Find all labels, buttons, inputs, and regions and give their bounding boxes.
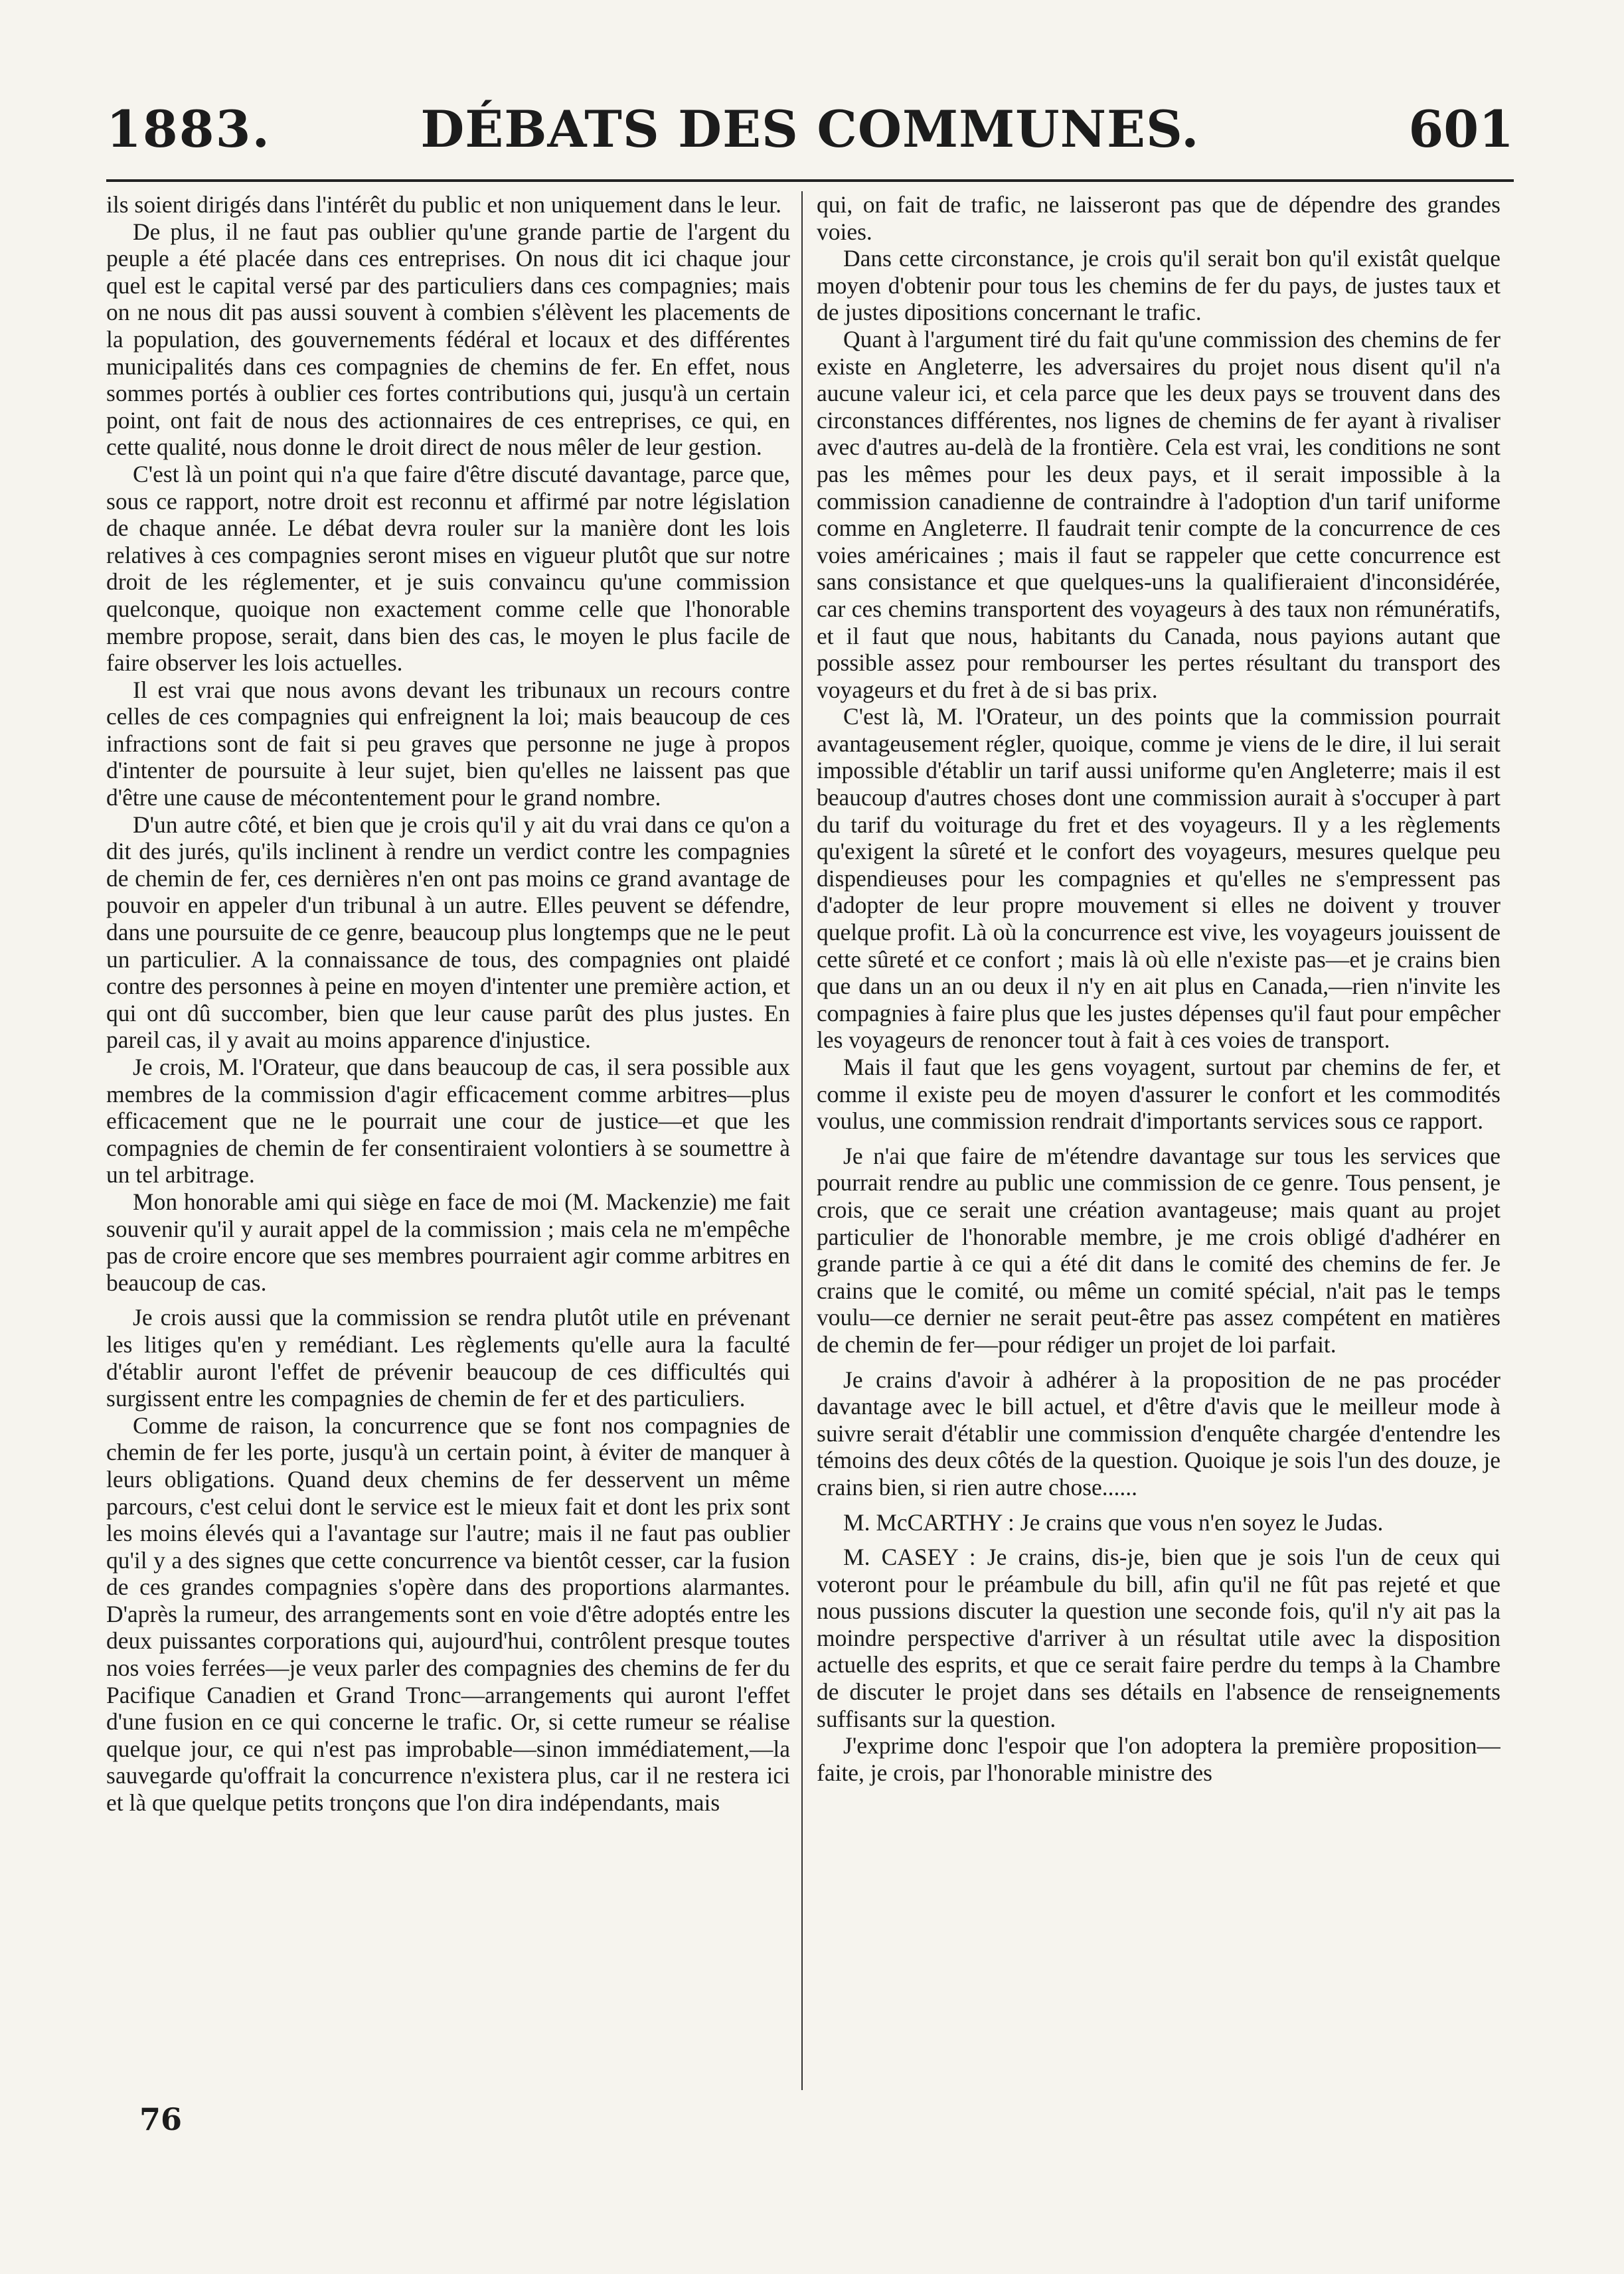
header-page-number: 601: [1408, 100, 1514, 159]
signature-mark: 76: [139, 2101, 183, 2137]
paragraph: De plus, il ne faut pas oublier qu'une grande partie de l'argent du peuple a été placée dans ces entreprises. On nous dit ici chaque jour quel est le capital versé par des particuliers dans ces compagnies; mais on ne nous dit pas aussi souvent à combien s'élèvent les placements de la population, des gouvernements fédéral et locaux et des différentes municipalités dans ces compagnies de chemins de fer. En effet, nous sommes portés à oublier ces fortes contributions qui, jusqu'à un certain point, ont fait de nous des actionnaires de ces entreprises, ce qui, en cette qualité, nous donne le droit direct de nous mêler de leur gestion.: [106, 218, 790, 461]
paragraph: Mais il faut que les gens voyagent, surtout par chemins de fer, et comme il existe peu de moyen d'assurer le confort et les commodités voulus, une commission rendrait d'importants services sous ce rapport.: [817, 1054, 1501, 1135]
column-divider: [801, 191, 803, 2090]
header-rule: [106, 179, 1514, 182]
paragraph: J'exprime donc l'espoir que l'on adoptera la première proposition—faite, je crois, par l'honorable ministre des: [817, 1732, 1501, 1786]
paragraph: Je n'ai que faire de m'étendre davantage sur tous les services que pourrait rendre au public une commission de ce genre. Tous pensent, je crois, que ce serait une création avantageuse; mais quant au projet particulier de l'honorable membre, je me crois obligé d'adhérer en grande partie à ce qui a été dit dans le comité des chemins de fer. Je crains que le comité, ou même un comité spécial, n'ait pas le temps voulu—ce dernier ne serait peut-être pas assez compétent en matières de chemin de fer—pour rédiger un projet de loi parfait.: [817, 1142, 1501, 1358]
speaker-paragraph: M. CASEY : Je crains, dis-je, bien que je sois l'un de ceux qui voteront pour le préambule du bill, afin qu'il ne fût pas rejeté et que nous pussions discuter la question une seconde fois, qu'il n'y ait pas la moindre perspective d'arriver à un résultat utile avec la disposition actuelle des esprits, et que ce serait faire perdre du temps à la Chambre de discuter le projet dans ses détails en l'absence de renseignements suffisants sur la question.: [817, 1544, 1501, 1732]
paragraph: Mon honorable ami qui siège en face de moi (M. Mackenzie) me fait souvenir qu'il y aurait appel de la commission ; mais cela ne m'empêche pas de croire encore que ses membres pourraient agir comme arbitres en beaucoup de cas.: [106, 1188, 790, 1296]
paragraph: Dans cette circonstance, je crois qu'il serait bon qu'il existât quelque moyen d'obtenir pour tous les chemins de fer du pays, de justes taux et de justes dipositions concernant le trafic.: [817, 245, 1501, 326]
paragraph: D'un autre côté, et bien que je crois qu'il y ait du vrai dans ce qu'on a dit des jurés, qu'ils inclinent à rendre un verdict contre les compagnies de chemin de fer, ces dernières n'en ont pas moins ce grand avantage de pouvoir en appeler d'un tribunal à un autre. Elles peuvent se défendre, dans une poursuite de ce genre, beaucoup plus longtemps que ne le peut un particulier. A la connaissance de tous, des compagnies ont plaidé contre des personnes à peine en moyen d'intenter une première action, et qui ont dû succomber, bien que leur cause parût des plus justes. En pareil cas, il y avait au moins apparence d'injustice.: [106, 811, 790, 1054]
page-header: [106, 100, 1514, 179]
paragraph: C'est là, M. l'Orateur, un des points que la commission pourrait avantageusement régler, quoique, comme je viens de le dire, il lui serait impossible d'établir un tarif aussi uniforme qu'en Angleterre; mais il est beaucoup d'autres choses dont une commission aurait à s'occuper à part du tarif du voiturage du fret et des voyageurs. Il y a les règlements qu'exigent la sûreté et le confort des voyageurs, mesures quelque peu dispendieuses pour les compagnies et qu'elles ne s'empressent pas d'adopter de leur propre mouvement si elles ne doivent y trouver quelque profit. Là où la concurrence est vive, les voyageurs jouissent de cette sûreté et ce confort ; mais là où elle n'existe pas—et je crains bien que dans un an ou deux il n'y en ait plus en Canada,—rien n'invite les compagnies à faire plus que les justes dépenses qu'il faut pour empêcher les voyageurs de renoncer tout à fait à ces voies de transport.: [817, 703, 1501, 1054]
paragraph: Il est vrai que nous avons devant les tribunaux un recours contre celles de ces compagnies qui enfreignent la loi; mais beaucoup de ces infractions sont de fait si peu graves que personne ne juge à propos d'intenter de poursuite à leur sujet, bien qu'elles ne laissent pas que d'être une cause de mécontentement pour le grand nombre.: [106, 676, 790, 811]
speaker-paragraph: M. McCARTHY : Je crains que vous n'en soyez le Judas.: [843, 1508, 1384, 1536]
paragraph: Quant à l'argument tiré du fait qu'une commission des chemins de fer existe en Angleterre, les adversaires du projet nous disent qu'il n'a aucune valeur ici, et cela parce que les deux pays se trouvent dans des circonstances différentes, nos lignes de chemins de fer ayant à rivaliser avec d'autres au-delà de la frontière. Cela est vrai, les conditions ne sont pas les mêmes pour les deux pays, et il serait impossible à la commission canadienne de contraindre à l'adoption d'un tarif uniforme comme en Angleterre. Il faudrait tenir compte de la concurrence de ces voies américaines ; mais il faut se rappeler que cette concurrence est sans consistance et que quelques-uns la qualifieraient d'inconsidérée, car ces chemins transportent des voyageurs à des taux non rémunératifs, et il faut que nous, habitants du Canada, nous payions autant que possible assez pour rembourser les pertes résultant du transport des voyageurs et du fret à de si bas prix.: [817, 325, 1501, 703]
paragraph: qui, on fait de trafic, ne laisseront pas que de dépendre des grandes voies.: [817, 191, 1501, 245]
left-column: [106, 191, 790, 2103]
header-year: 1883.: [106, 100, 271, 159]
paragraph: Je crains d'avoir à adhérer à la proposition de ne pas procéder davantage avec le bill actuel, et d'être d'avis que le meilleur mode à suivre serait d'établir une commission d'enquête chargée d'entendre les témoins des deux côtés de la question. Quoique je sois l'un des douze, je crains bien, si rien autre chose......: [817, 1366, 1501, 1501]
paragraph: Comme de raison, la concurrence que se font nos compagnies de chemin de fer les porte, jusqu'à un certain point, à éviter de manquer à leurs obligations. Quand deux chemins de fer desservent un même parcours, c'est celui dont le service est le mieux fait et dont les prix sont les moins élevés qui a l'avantage sur l'autre; mais il ne faut pas oublier qu'il y a des signes que cette concurrence va bientôt cesser, car la fusion de ces grandes compagnies s'opère dans des proportions alarmantes. D'après la rumeur, des arrangements sont en voie d'être adoptés entre les deux puissantes corporations qui, aujourd'hui, contrôlent presque toutes nos voies ferrées—je veux parler des compagnies des chemins de fer du Pacifique Canadien et Grand Tronc—arrangements qui auront l'effet d'une fusion en ce qui concerne le trafic. Or, si cette rumeur se réalise quelque jour, ce qui n'est pas improbable—sinon immédiatement,—la sauvegarde qu'offrait la concurrence n'existera plus, car il ne restera ici et là que quelque petits tronçons que l'on dira indépendants, mais: [106, 1412, 790, 1817]
paragraph: Je crois, M. l'Orateur, que dans beaucoup de cas, il sera possible aux membres de la commission d'agir efficacement comme arbitres—plus efficacement que ne le pourrait une cour de justice—et que les compagnies de chemin de fer consentiraient volontiers à se soumettre à un tel arbitrage.: [106, 1054, 790, 1188]
header-title: DÉBATS DES COMMUNES.: [420, 100, 1200, 159]
paragraph: ils soient dirigés dans l'intérêt du public et non uniquement dans le leur.: [106, 191, 781, 218]
right-column: [817, 191, 1501, 2103]
paragraph: Je crois aussi que la commission se rendra plutôt utile en prévenant les litiges qu'en y remédiant. Les règlements qu'elle aura la faculté d'établir auront l'effet de prévenir beaucoup de ces difficultés qui surgissent entre les compagnies de chemin de fer et des particuliers.: [106, 1304, 790, 1412]
paragraph: C'est là un point qui n'a que faire d'être discuté davantage, parce que, sous ce rapport, notre droit est reconnu et affirmé par notre législation de chaque année. Le débat devra rouler sur la manière dont les lois relatives à ces compagnies seront mises en vigueur plutôt que sur notre droit de les réglementer, et je suis convaincu qu'une commission quelconque, quoique non exactement comme celle que l'honorable membre propose, serait, dans bien des cas, le moyen le plus facile de faire observer les lois actuelles.: [106, 460, 790, 677]
